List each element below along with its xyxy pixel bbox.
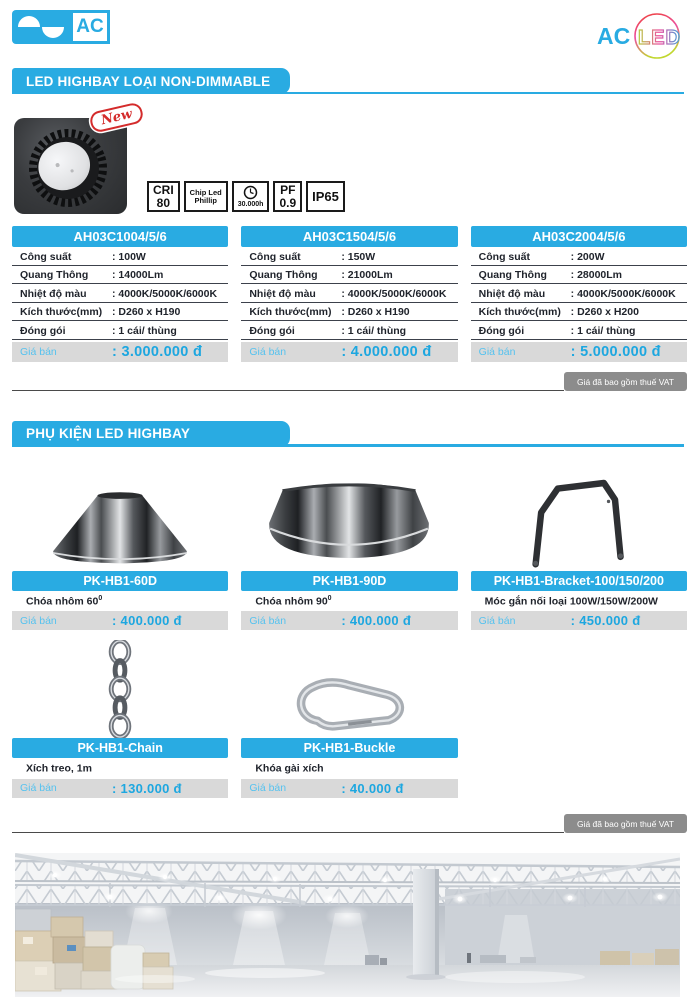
warehouse-photo (15, 853, 680, 997)
acled-logo (596, 10, 684, 67)
accessory-model: PK-HB1-60D (12, 571, 228, 591)
spec-row: Kích thước(mm) : D260 x H190 (12, 304, 228, 322)
acled-logo-led: LED (638, 27, 681, 49)
highbay-spec-tables (12, 226, 687, 362)
product-table-3 (471, 226, 687, 362)
spec-row: Nhiệt độ màu : 4000K/5000K/6000K (12, 285, 228, 303)
accessories-row-1 (12, 459, 687, 631)
clock-icon (243, 185, 258, 200)
spec-row: Công suất : 100W (12, 248, 228, 266)
reflector-90-image (241, 459, 457, 571)
accessory-card-90d (241, 459, 457, 631)
spec-row: Kích thước(mm) : D260 x H200 (471, 304, 687, 322)
accessory-model: PK-HB1-90D (241, 571, 457, 591)
spec-row: Quang Thông : 14000Lm (12, 267, 228, 285)
price-row: Giá bán : 400.000 đ (241, 611, 457, 630)
accessory-model: PK-HB1-Chain (12, 738, 228, 758)
section-title: LED HIGHBAY LOẠI NON-DIMMABLE (12, 68, 290, 94)
accessories-row-2 (12, 638, 687, 798)
spec-row: Kích thước(mm) : D260 x H190 (241, 304, 457, 322)
page-header (0, 0, 692, 58)
section-accessories-header (12, 421, 684, 447)
spec-row: Công suất : 200W (471, 248, 687, 266)
feature-badges (147, 181, 345, 212)
spec-row: Quang Thông : 21000Lm (241, 267, 457, 285)
bracket-image (471, 459, 687, 571)
accessory-description: Móc gắn nối loại 100W/150W/200W (484, 595, 658, 607)
accessory-card-chain (12, 638, 228, 798)
spec-row: Đóng gói : 1 cái/ thùng (471, 322, 687, 340)
buckle-image (241, 638, 457, 738)
price-row: Giá bán : 450.000 đ (471, 611, 687, 630)
product-table-2 (241, 226, 457, 362)
price-row: Giá bán : 5.000.000 đ (471, 342, 687, 362)
wave-logo-icon (12, 10, 70, 44)
chain-image (12, 638, 228, 738)
empty-column (471, 638, 687, 798)
accessory-card-60d (12, 459, 228, 631)
highbay-product-image (14, 106, 134, 214)
company-logo (12, 10, 110, 44)
section-title: PHỤ KIỆN LED HIGHBAY (12, 421, 290, 447)
divider (12, 390, 564, 391)
accessory-model: PK-HB1-Buckle (241, 738, 457, 758)
accessory-description: Xích treo, 1m (26, 762, 92, 775)
vat-note-row (12, 372, 687, 391)
price-row: Giá bán : 3.000.000 đ (12, 342, 228, 362)
divider (12, 832, 564, 833)
accessory-description: Chóa nhôm $90^0$ (255, 594, 332, 607)
highbay-hero-row (14, 106, 680, 214)
accessory-description: Chóa nhôm $60^0$ (26, 594, 103, 607)
product-table-1 (12, 226, 228, 362)
spec-row: Công suất : 150W (241, 248, 457, 266)
price-row: Giá bán : 40.000 đ (241, 779, 457, 798)
acled-logo-ac: AC (597, 23, 631, 49)
product-model: AH03C2004/5/6 (471, 226, 687, 247)
accessory-model: PK-HB1-Bracket-100/150/200 (471, 571, 687, 591)
accessory-description: Khóa gài xích (255, 762, 324, 775)
cri-badge: CRI 80 (147, 181, 180, 212)
spec-row: Nhiệt độ màu : 4000K/5000K/6000K (471, 285, 687, 303)
chip-badge: Chip Led Phillip (184, 181, 228, 212)
price-row: Giá bán : 400.000 đ (12, 611, 228, 630)
product-model: AH03C1004/5/6 (12, 226, 228, 247)
spec-row: Đóng gói : 1 cái/ thùng (12, 322, 228, 340)
spec-row: Quang Thông : 28000Lm (471, 267, 687, 285)
pf-badge: PF 0.9 (273, 181, 302, 212)
vat-note-row (12, 814, 687, 833)
spec-row: Nhiệt độ màu : 4000K/5000K/6000K (241, 285, 457, 303)
reflector-60-image (12, 459, 228, 571)
vat-badge: Giá đã bao gồm thuế VAT (564, 814, 687, 833)
price-row: Giá bán : 4.000.000 đ (241, 342, 457, 362)
logo-text: AC (70, 10, 110, 44)
accessory-card-bracket (471, 459, 687, 631)
price-row: Giá bán : 130.000 đ (12, 779, 228, 798)
section-highbay-header (12, 68, 684, 94)
lifetime-badge: 30.000h (232, 181, 270, 212)
ip-badge: IP65 (306, 181, 345, 212)
vat-badge: Giá đã bao gồm thuế VAT (564, 372, 687, 391)
accessory-card-buckle (241, 638, 457, 798)
spec-row: Đóng gói : 1 cái/ thùng (241, 322, 457, 340)
product-model: AH03C1504/5/6 (241, 226, 457, 247)
new-badge: New (88, 101, 145, 133)
